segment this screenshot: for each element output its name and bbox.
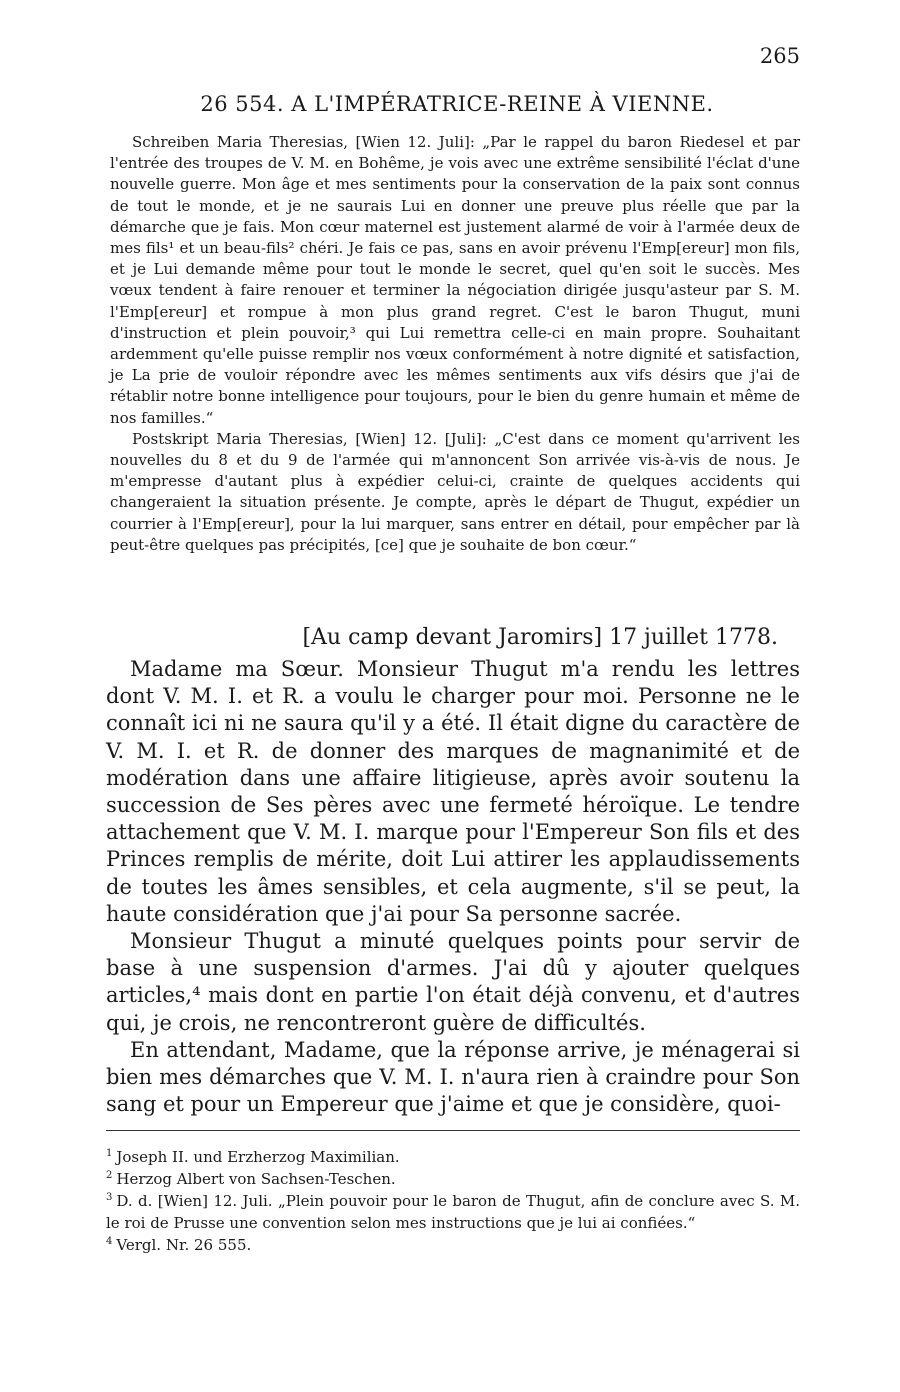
footnote-text: Joseph II. und Erzherzog Maximilian. <box>116 1148 400 1166</box>
letter-body <box>106 656 800 1118</box>
footnote-text: D. d. [Wien] 12. Juli. „Plein pouvoir pour le baron de Thugut, afin de conclure avec S. M. le roi de Prusse une convention selon mes instructions que je lui ai confiées.“ <box>106 1192 800 1232</box>
summary-paragraph: Schreiben Maria Theresias, [Wien 12. Juli]: „Par le rappel du baron Riedesel et par l'entrée des troupes de V. M. en Bohême, je vois avec une extrême sensibilité l'éclat d'une nouvelle guerre. Mon âge et mes sentiments pour la conservation de la paix sont connus de tout le monde, et je ne saurais Lui en donner une preuve plus réelle que par la démarche que je fais. Mon cœur maternel est justement alarmé de voir à l'armée deux de mes fils¹ et un beau-fils² chéri. Je fais ce pas, sans en avoir prévenu l'Emp[ereur] mon fils, et je Lui demande même pour tout le monde le secret, quel qu'en soit le succès. Mes vœux tendent à faire renouer et terminer la négociation dirigée jusqu'asteur par S. M. l'Emp[ereur] et rompue à mon plus grand regret. C'est le baron Thugut, muni d'instruction et plein pouvoir,³ qui Lui remettra celle-ci en main propre. Souhaitant ardemment qu'elle puisse remplir nos vœux conformément à notre dignité et satisfaction, je La prie de vouloir répondre avec les mêmes sentiments aux vifs désirs que j'ai de rétablir notre bonne intelligence pour toujours, pour le bien du genre humain et même de nos familles.“ <box>110 133 800 427</box>
document-title: 26 554. A L'IMPÉRATRICE-REINE À VIENNE. <box>200 92 714 116</box>
summary-section <box>110 132 800 556</box>
footnote-text: Vergl. Nr. 26 555. <box>116 1236 252 1254</box>
footnote-rule <box>106 1130 800 1131</box>
footnote-mark: 2 <box>106 1170 113 1181</box>
footnote <box>106 1190 800 1234</box>
letter-paragraph: En attendant, Madame, que la réponse arrive, je ménagerai si bien mes démarches que V. M. I. n'aura rien à craindre pour Son sang et pour un Empereur que j'aime et que je considère, quoi- <box>106 1037 800 1117</box>
footnote <box>106 1168 800 1190</box>
letter-dateline: [Au camp devant Jaromirs] 17 juillet 1778. <box>302 625 778 650</box>
footnote-mark: 1 <box>106 1148 113 1159</box>
summary-paragraph: Postskript Maria Theresias, [Wien] 12. [Juli]: „C'est dans ce moment qu'arrivent les nouvelles du 8 et du 9 de l'armée qui m'annoncent Son arrivée vis-à-vis de nous. Je m'empresse d'autant plus à expédier celui-ci, crainte de quelques accidents qui changeraient la situation présente. Je compte, après le départ de Thugut, expédier un courrier à l'Emp[ereur], pour la lui marquer, sans entrer en détail, pour empêcher par là peut-être quelques pas précipités, [ce] que je souhaite de bon cœur.“ <box>110 429 800 554</box>
page-number: 265 <box>759 44 800 68</box>
footnote-mark: 3 <box>106 1192 113 1203</box>
footnote <box>106 1234 800 1256</box>
footnote-mark: 4 <box>106 1236 113 1247</box>
footnote-text: Herzog Albert von Sachsen-Teschen. <box>116 1170 396 1188</box>
footnotes <box>106 1146 800 1256</box>
letter-paragraph: Madame ma Sœur. Monsieur Thugut m'a rendu les lettres dont V. M. I. et R. a voulu le charger pour moi. Personne ne le connaît ici ni ne saura qu'il y a été. Il était digne du caractère de V. M. I. et R. de donner des marques de magnanimité et de modération dans une affaire litigieuse, après avoir soutenu la succession de Ses pères avec une fermeté héroïque. Le tendre attachement que V. M. I. marque pour l'Empereur Son fils et des Princes remplis de mérite, doit Lui attirer les applaudissements de toutes les âmes sensibles, et cela augmente, s'il se peut, la haute considération que j'ai pour Sa personne sacrée. <box>106 657 800 926</box>
letter-paragraph: Monsieur Thugut a minuté quelques points pour servir de base à une suspension d'armes. J'ai dû y ajouter quelques articles,⁴ mais dont en partie l'on était déjà convenu, et d'autres qui, je crois, ne rencontreront guère de difficultés. <box>106 929 800 1035</box>
footnote <box>106 1146 800 1168</box>
